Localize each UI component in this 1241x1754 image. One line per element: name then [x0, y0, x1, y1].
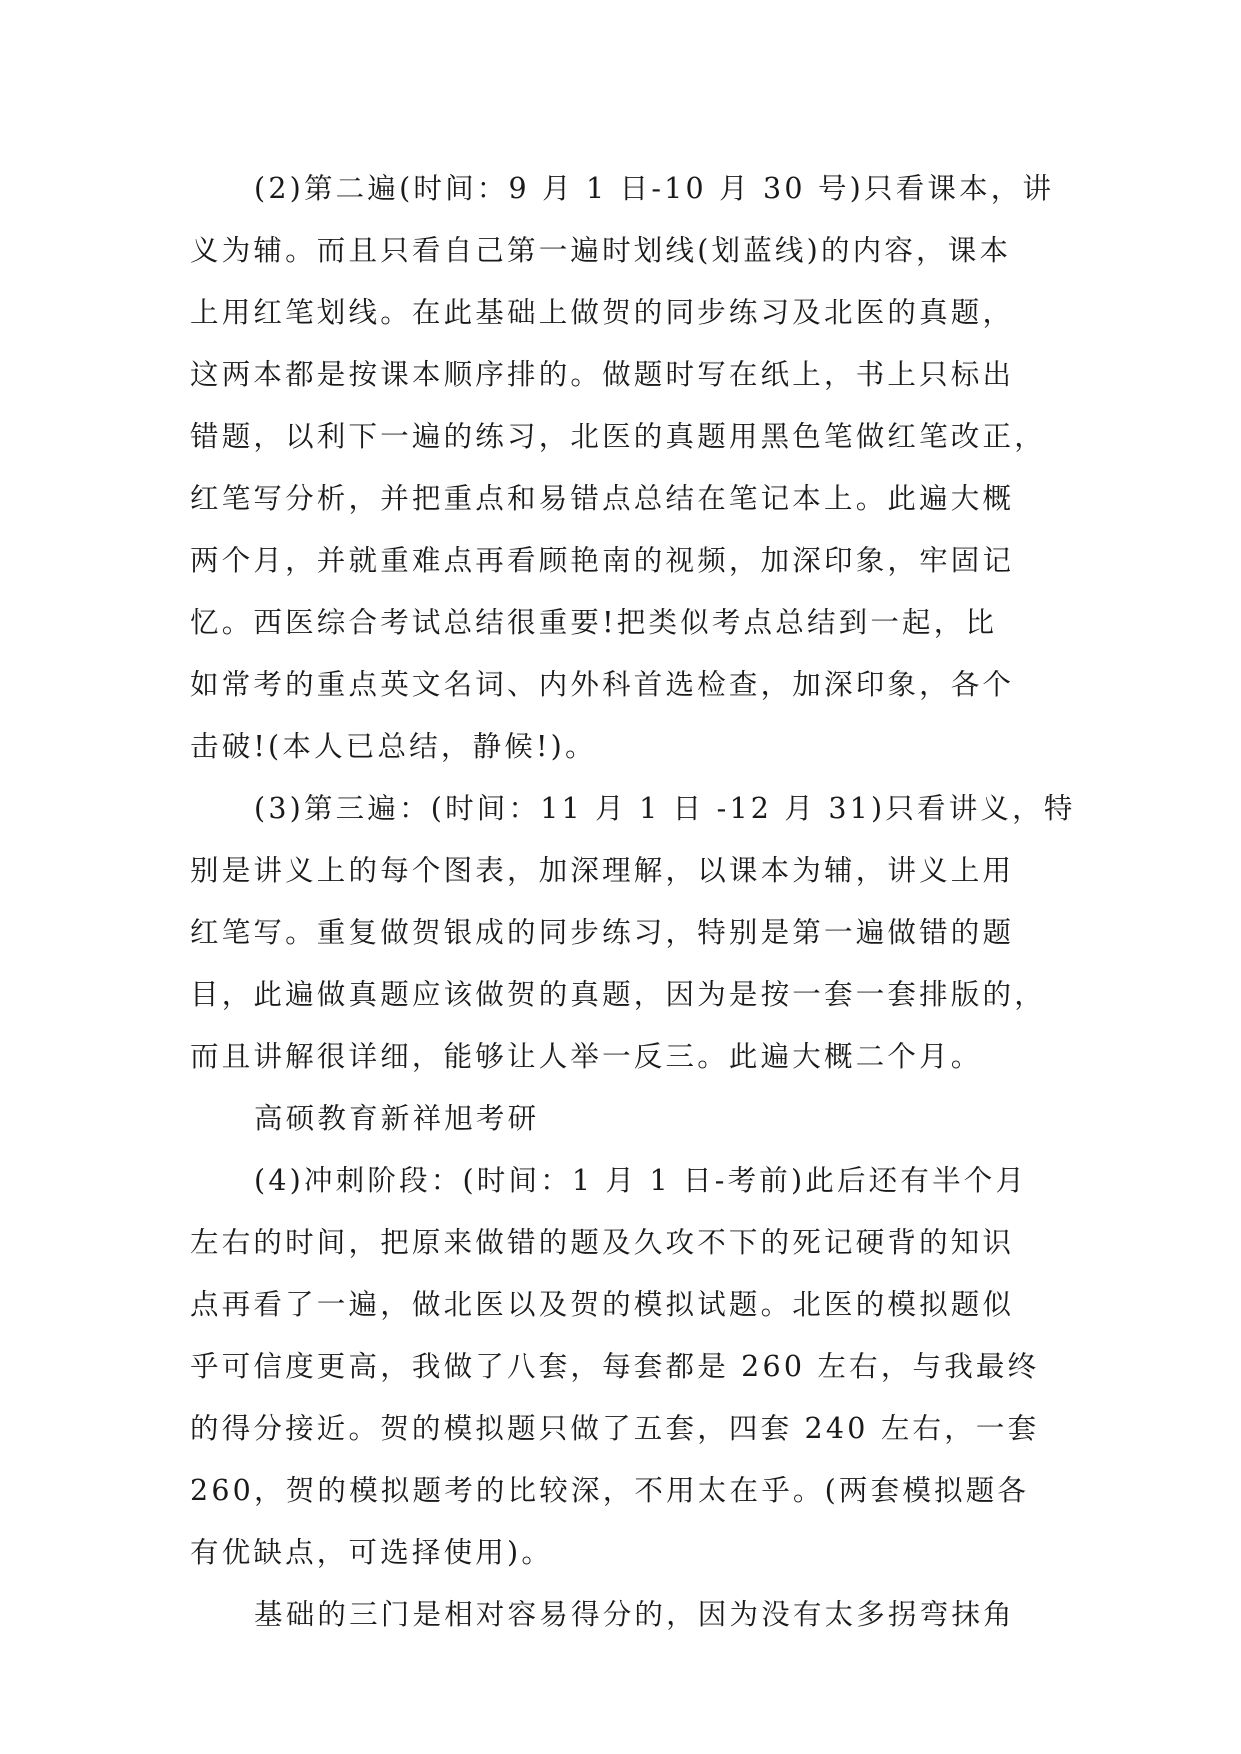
- text-line: 两个月，并就重难点再看顾艳南的视频，加深印象，牢固记: [190, 544, 1015, 577]
- text-line: 击破!(本人已总结，静候!)。: [190, 730, 597, 763]
- text-line: 点再看了一遍，做北医以及贺的模拟试题。北医的模拟题似: [190, 1288, 1015, 1321]
- text-line: 基础的三门是相对容易得分的，因为没有太多拐弯抹角: [254, 1598, 1015, 1631]
- paragraph-sprint-stage: [190, 1150, 1052, 1584]
- paragraph-basics: [190, 1584, 1052, 1646]
- text-line: 的得分接近。贺的模拟题只做了五套，四套 240 左右，一套: [190, 1412, 1040, 1445]
- text-line: 别是讲义上的每个图表，加深理解，以课本为辅，讲义上用: [190, 854, 1015, 887]
- text-line: 上用红笔划线。在此基础上做贺的同步练习及北医的真题，: [190, 296, 1015, 329]
- paragraph-third-pass: [190, 778, 1076, 1088]
- text-line: 而且讲解很详细，能够让人举一反三。此遍大概二个月。: [190, 1040, 983, 1073]
- text-line: 目，此遍做真题应该做贺的真题，因为是按一套一套排版的，: [190, 978, 1046, 1011]
- text-line: (2)第二遍(时间：9 月 1 日-10 月 30 号)只看课本，讲: [254, 172, 1055, 205]
- text-line: 高硕教育新祥旭考研: [254, 1102, 540, 1135]
- text-line: (4)冲刺阶段：(时间：1 月 1 日-考前)此后还有半个月: [254, 1164, 1028, 1197]
- text-line: 这两本都是按课本顺序排的。做题时写在纸上，书上只标出: [190, 358, 1015, 391]
- paragraph-second-pass: [190, 158, 1055, 778]
- paragraph-brand-line: [190, 1088, 1052, 1150]
- text-line: 260，贺的模拟题考的比较深，不用太在乎。(两套模拟题各: [190, 1474, 1030, 1507]
- text-line: 左右的时间，把原来做错的题及久攻不下的死记硬背的知识: [190, 1226, 1015, 1259]
- text-line: 乎可信度更高，我做了八套，每套都是 260 左右，与我最终: [190, 1350, 1040, 1383]
- text-line: 错题，以利下一遍的练习，北医的真题用黑色笔做红笔改正，: [190, 420, 1046, 453]
- text-line: 红笔写。重复做贺银成的同步练习，特别是第一遍做错的题: [190, 916, 1015, 949]
- text-line: 义为辅。而且只看自己第一遍时划线(划蓝线)的内容，课本: [190, 234, 1012, 267]
- text-line: 有优缺点，可选择使用)。: [190, 1536, 554, 1569]
- text-line: 忆。西医综合考试总结很重要!把类似考点总结到一起，比: [190, 606, 998, 639]
- text-line: 红笔写分析，并把重点和易错点总结在笔记本上。此遍大概: [190, 482, 1015, 515]
- text-line: (3)第三遍：(时间：11 月 1 日 -12 月 31)只看讲义，特: [254, 792, 1076, 825]
- document-body: [190, 158, 1076, 1646]
- text-line: 如常考的重点英文名词、内外科首选检查，加深印象，各个: [190, 668, 1015, 701]
